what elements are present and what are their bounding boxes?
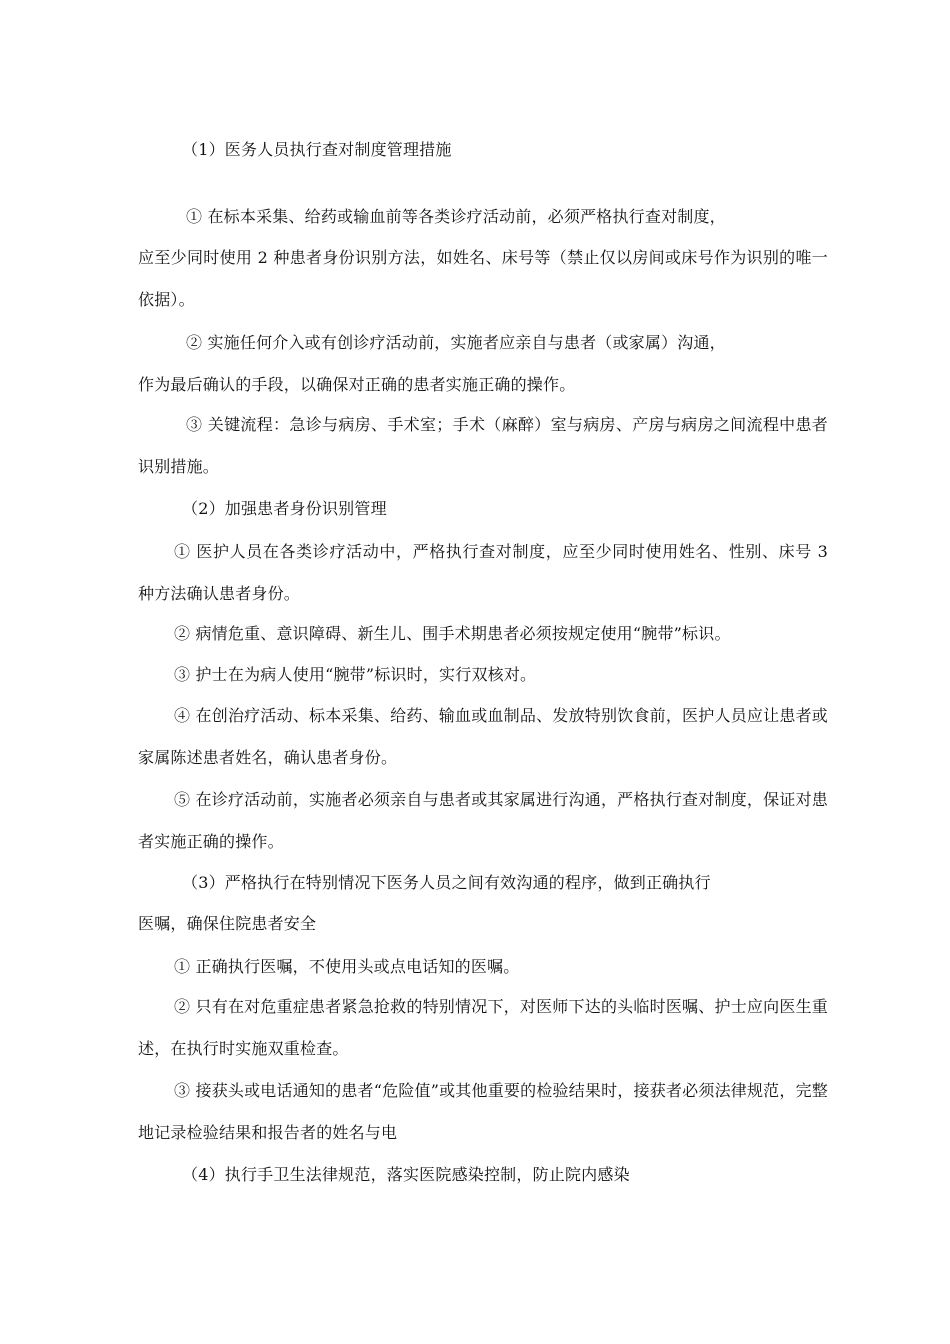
s3-item-2: ② 只有在对危重症患者紧急抢救的特别情况下，对医师下达的头临时医嘱、护士应向医生重述，在执行时实施双重检查。 <box>138 997 828 1058</box>
s2-item-3: ③ 护士在为病人使用“腕带”标识时，实行双核对。 <box>174 665 537 684</box>
section-1-heading: （1）医务人员执行查对制度管理措施 <box>182 140 452 159</box>
section-3-heading-line-2: 医嘱，确保住院患者安全 <box>138 914 317 933</box>
section-3-heading-line-1: （3）严格执行在特别情况下医务人员之间有效沟通的程序，做到正确执行 <box>182 873 711 892</box>
s2-item-4: ④ 在创治疗活动、标本采集、给药、输血或血制品、发放特别饮食前，医护人员应让患者或家属陈述患者姓名，确认患者身份。 <box>138 706 828 767</box>
s3-item-3: ③ 接获头或电话通知的患者“危险值”或其他重要的检验结果时，接获者必须法律规范，完整地记录检验结果和报告者的姓名与电 <box>138 1081 828 1142</box>
section-4-heading: （4）执行手卫生法律规范，落实医院感染控制，防止院内感染 <box>182 1165 630 1184</box>
s2-item-1: ① 医护人员在各类诊疗活动中，严格执行查对制度，应至少同时使用姓名、性别、床号 3 种方法确认患者身份。 <box>138 542 828 603</box>
s2-item-2: ② 病情危重、意识障碍、新生儿、围手术期患者必须按规定使用“腕带”标识。 <box>174 624 731 643</box>
s1-item-3: ③ 关键流程：急诊与病房、手术室；手术（麻醉）室与病房、产房与病房之间流程中患者识别措施。 <box>138 415 828 476</box>
s2-item-5: ⑤ 在诊疗活动前，实施者必须亲自与患者或其家属进行沟通，严格执行查对制度，保证对患者实施正确的操作。 <box>138 790 828 851</box>
s1-item-1-line-2: 应至少同时使用 2 种患者身份识别方法，如姓名、床号等（禁止仅以房间或床号作为识别的唯一依据）。 <box>138 248 828 309</box>
s1-item-2-line-2: 作为最后确认的手段，以确保对正确的患者实施正确的操作。 <box>138 375 576 394</box>
s3-item-1: ① 正确执行医嘱，不使用头或点电话知的医嘱。 <box>174 957 520 976</box>
s1-item-1-line-1: ① 在标本采集、给药或输血前等各类诊疗活动前，必须严格执行查对制度， <box>186 207 726 226</box>
section-2-heading: （2）加强患者身份识别管理 <box>182 499 387 518</box>
s1-item-2-line-1: ② 实施任何介入或有创诊疗活动前，实施者应亲自与患者（或家属）沟通， <box>186 333 726 352</box>
